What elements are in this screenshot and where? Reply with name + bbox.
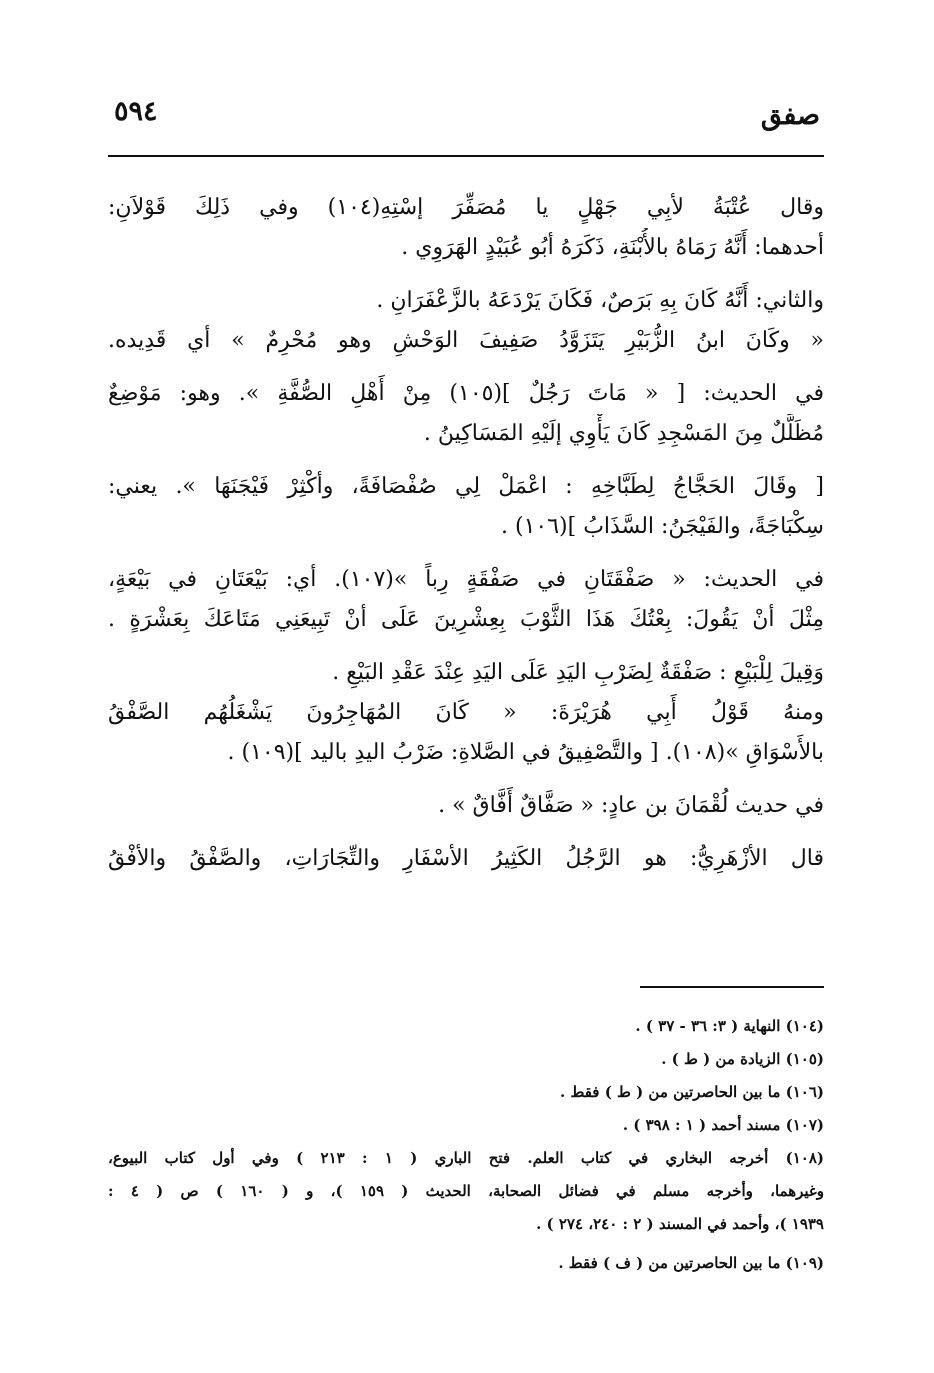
text-line: وقال عُتْبَةُ لأبِي جَهْلٍ يا مُصَفِّرَ إسْتِهِ(١٠٤) وفي ذَلِكَ قَوْلاَنِ: <box>108 195 824 220</box>
footnotes <box>108 1010 824 1280</box>
text-line: بالأَسْوَاقِ »(١٠٨). [ والتَّصْفِيقُ في الصَّلاةِ: ضَرْبُ اليدِ باليد ](١٠٩) . <box>227 740 824 765</box>
footnote-line: (١٠٦) ما بين الحاصرتين من ( ط ) فقط . <box>560 1083 824 1101</box>
footnote-line: وغيرهما، وأخرجه مسلم في فضائل الصحابة، الحديث ( ١٥٩ )، و ( ١٦٠ ) ص ( ٤ : <box>108 1182 824 1200</box>
footnote-line: (١٠٩) ما بين الحاصرتين من ( ف ) فقط . <box>558 1254 824 1272</box>
text-line: أحدهما: أَنَّهُ رَمَاهُ بالأُبْنَةِ، ذَكَرَهُ أبُو عُبَيْدٍ الهَرَوِي . <box>401 235 824 260</box>
text-line: والثاني: أَنَّهُ كَانَ بِهِ بَرَصٌ، فَكَانَ يَرْدَعَهُ بالزَّعْفَرَانِ . <box>376 288 824 313</box>
footnote-rule <box>640 986 824 988</box>
text-line: وَقِيلَ لِلْبَيْعِ : صَفْقَةٌ لِضَرْبِ اليَدِ عَلَى اليَدِ عِنْدَ عَقْدِ البَيْعِ . <box>332 660 824 685</box>
text-line: ومنهُ قَوْلُ أَبِي هُرَيْرَةَ: « كَانَ المُهَاجِرُونَ يَشْغَلُهُم الصَّفْقُ <box>108 700 824 725</box>
text-line: مُظَلَّلٌ مِنَ المَسْجِدِ كَانَ يَأْوِي إلَيْهِ المَسَاكِينُ . <box>423 421 824 446</box>
text-line: في الحديث: [ « مَاتَ رَجُلٌ ](١٠٥) مِنْ أَهْلِ الصُّفَّةِ ». وهو: مَوْضِعٌ <box>108 381 824 406</box>
text-line: في الحديث: « صَفْقَتَانِ في صَفْقَةٍ رِباً »(١٠٧). أي: بَيْعَتَانِ في بَيْعَةٍ، <box>108 567 824 592</box>
footnote-line: (١٠٧) مسند أحمد ( ١ : ٣٩٨ ) . <box>622 1116 824 1134</box>
footnote-line: ١٩٣٩ )، وأحمد في المسند ( ٢ : ٢٤٠، ٢٧٤ ) . <box>536 1215 824 1233</box>
text-line: في حديث لُقْمَانَ بن عادٍ: « صَفَّاقٌ أَفَّاقٌ » . <box>438 793 824 818</box>
text-line: قال الأزْهَرِيُّ: هو الرَّجُلُ الكَثِيرُ الأسْفَارِ والتِّجَارَاتِ، والصَّفْقُ والأفْقُ <box>108 846 824 871</box>
footnote-line: (١٠٥) الزيادة من ( ط ) . <box>661 1050 824 1068</box>
text-line: مِثْلَ أنْ يَقُولَ: بِعْتُكَ هَذَا الثَّوْبَ بِعِشْرِينَ عَلَى أنْ تَبِيعَنِي مَتَاعَكَ بِعَشْرَةٍ . <box>108 607 824 632</box>
running-header-word: صفق <box>760 100 820 131</box>
text-line: سِكْبَاجَةً، والفَيْجَنُ: السَّذَابُ ](١٠٦) . <box>501 514 824 539</box>
main-text <box>108 188 824 879</box>
page-header <box>108 92 824 152</box>
header-rule <box>108 155 824 157</box>
page-number: ٥٩٤ <box>114 96 158 127</box>
footnote-line: (١٠٨) أخرجه البخاري في كتاب العلم. فتح الباري ( ١ : ٢١٣ ) وفي أول كتاب البيوع، <box>108 1149 824 1167</box>
text-line: « وكَانَ ابنُ الزُّبَيْرِ يَتَزَوَّدُ صَفِيفَ الوَحْشِ وهو مُحْرِمٌ » أي قَدِيده. <box>108 328 824 353</box>
text-line: [ وقَالَ الحَجَّاجُ لِطَبَّاخِهِ : اعْمَلْ لِي صُفْصَافَةً، وأكْثِرْ فَيْجَنَهَا ». يعني: <box>108 474 824 499</box>
footnote-line: (١٠٤) النهاية ( ٣: ٣٦ - ٣٧ ) . <box>635 1017 824 1035</box>
